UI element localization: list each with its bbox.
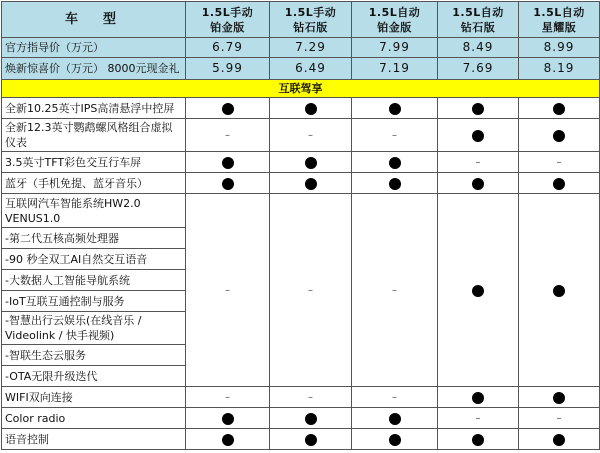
feature-cell — [438, 119, 519, 152]
feature-cell — [438, 429, 519, 450]
availability-mark — [472, 285, 484, 297]
availability-mark: – — [225, 392, 230, 403]
feature-row — [2, 408, 600, 429]
availability-mark — [305, 178, 317, 190]
availability-mark — [222, 434, 234, 446]
feature-cell — [519, 98, 600, 119]
feature-cell — [352, 152, 438, 173]
price-row-promo — [2, 58, 600, 80]
feature-cell — [519, 173, 600, 194]
version-header-5 — [519, 2, 600, 38]
availability-mark — [472, 434, 484, 446]
availability-mark — [553, 434, 565, 446]
feature-cell — [519, 194, 600, 387]
section-row — [2, 80, 600, 98]
feature-sub-label: -第二代五核高频处理器 — [2, 228, 186, 249]
price-value: 5.99 — [186, 58, 270, 80]
price-value: 8.99 — [519, 38, 600, 58]
feature-cell — [352, 408, 438, 429]
feature-cell — [270, 387, 352, 408]
feature-sub-label: -智慧出行云娱乐(在线音乐 / Videolink / 快手视频) — [2, 312, 186, 345]
availability-mark — [472, 392, 484, 404]
price-value: 6.79 — [186, 38, 270, 58]
feature-cell — [270, 173, 352, 194]
version-4-line2: 钻石版 — [460, 20, 496, 34]
availability-mark — [389, 157, 401, 169]
header-title: 车 型 — [2, 2, 186, 38]
feature-label: 全新10.25英寸IPS高清悬浮中控屏 — [2, 98, 186, 119]
feature-cell — [186, 429, 270, 450]
feature-cell — [270, 119, 352, 152]
feature-cell — [186, 119, 270, 152]
feature-label: Color radio — [2, 408, 186, 429]
price-value: 8.19 — [519, 58, 600, 80]
version-header-1 — [186, 2, 270, 38]
availability-mark — [389, 434, 401, 446]
feature-row — [2, 173, 600, 194]
feature-cell — [519, 119, 600, 152]
feature-cell — [438, 408, 519, 429]
availability-mark: – — [225, 285, 230, 296]
feature-cell — [270, 429, 352, 450]
availability-mark — [305, 157, 317, 169]
feature-row — [2, 119, 600, 152]
price-value: 7.29 — [270, 38, 352, 58]
price-row-official — [2, 38, 600, 58]
availability-mark — [389, 178, 401, 190]
availability-mark — [389, 413, 401, 425]
availability-mark: – — [225, 130, 230, 141]
availability-mark: – — [392, 130, 397, 141]
feature-cell — [438, 98, 519, 119]
feature-cell — [438, 173, 519, 194]
feature-sub-label: -IoT互联互通控制与服务 — [2, 291, 186, 312]
version-header-3 — [352, 2, 438, 38]
feature-sub-label: -大数据人工智能导航系统 — [2, 270, 186, 291]
availability-mark — [472, 178, 484, 190]
availability-mark — [305, 413, 317, 425]
feature-cell — [352, 98, 438, 119]
availability-mark: – — [475, 413, 481, 424]
feature-sub-label: -90 秒全双工AI自然交互语音 — [2, 249, 186, 270]
version-2-line1: 1.5L手动 — [284, 5, 337, 19]
availability-mark: – — [556, 157, 562, 168]
availability-mark — [472, 130, 484, 142]
feature-label: 3.5英寸TFT彩色交互行车屏 — [2, 152, 186, 173]
feature-cell — [438, 387, 519, 408]
price-label: 官方指导价（万元） — [2, 38, 186, 58]
feature-cell — [438, 152, 519, 173]
price-label: 焕新惊喜价（万元） 8000元现金礼 — [2, 58, 186, 80]
availability-mark: – — [392, 285, 397, 296]
feature-cell — [352, 387, 438, 408]
feature-row — [2, 98, 600, 119]
availability-mark — [222, 157, 234, 169]
version-4-line1: 1.5L自动 — [452, 5, 504, 19]
feature-cell — [352, 173, 438, 194]
feature-cell — [270, 152, 352, 173]
feature-cell — [186, 194, 270, 387]
availability-mark — [553, 130, 565, 142]
availability-mark: – — [392, 392, 397, 403]
feature-label: 全新12.3英寸鹦鹉螺风格组合虚拟仪表 — [2, 119, 186, 152]
feature-cell — [352, 429, 438, 450]
version-2-line2: 钻石版 — [293, 20, 328, 34]
feature-sub-label: -OTA无限升级迭代 — [2, 366, 186, 387]
version-3-line2: 铂金版 — [377, 20, 412, 34]
feature-cell — [352, 119, 438, 152]
spec-table — [1, 1, 600, 450]
availability-mark — [472, 103, 484, 115]
price-value: 7.99 — [352, 38, 438, 58]
feature-cell — [519, 152, 600, 173]
section-title: 互联驾享 — [2, 80, 600, 98]
version-3-line1: 1.5L自动 — [368, 5, 421, 19]
header-row — [2, 2, 600, 38]
availability-mark — [553, 178, 565, 190]
price-value: 6.49 — [270, 58, 352, 80]
price-value: 8.49 — [438, 38, 519, 58]
feature-sub-label: 互联网汽车智能系统HW2.0 VENUS1.0 — [2, 194, 186, 228]
price-value: 7.19 — [352, 58, 438, 80]
feature-cell — [186, 152, 270, 173]
feature-cell — [270, 98, 352, 119]
feature-cell — [186, 408, 270, 429]
version-5-line1: 1.5L自动 — [533, 5, 585, 19]
availability-mark: – — [475, 157, 481, 168]
version-5-line2: 星耀版 — [541, 20, 577, 34]
feature-row — [2, 194, 600, 228]
availability-mark — [222, 103, 234, 115]
availability-mark — [305, 103, 317, 115]
version-header-4 — [438, 2, 519, 38]
availability-mark — [389, 103, 401, 115]
availability-mark: – — [308, 392, 313, 403]
feature-row — [2, 429, 600, 450]
feature-cell — [438, 194, 519, 387]
feature-label: 蓝牙（手机免提、蓝牙音乐） — [2, 173, 186, 194]
price-value: 7.69 — [438, 58, 519, 80]
version-header-2 — [270, 2, 352, 38]
availability-mark — [222, 413, 234, 425]
feature-cell — [352, 194, 438, 387]
availability-mark: – — [308, 130, 313, 141]
version-1-line1: 1.5L手动 — [201, 5, 254, 19]
feature-cell — [186, 173, 270, 194]
feature-cell — [270, 194, 352, 387]
feature-cell — [519, 387, 600, 408]
feature-row — [2, 152, 600, 173]
availability-mark — [553, 103, 565, 115]
feature-label: WIFI双向连接 — [2, 387, 186, 408]
availability-mark — [553, 285, 565, 297]
version-1-line2: 铂金版 — [210, 20, 245, 34]
availability-mark: – — [308, 285, 313, 296]
availability-mark — [222, 178, 234, 190]
feature-cell — [186, 387, 270, 408]
feature-sub-label: -智联生态云服务 — [2, 345, 186, 366]
availability-mark — [305, 434, 317, 446]
availability-mark — [553, 392, 565, 404]
feature-row — [2, 387, 600, 408]
feature-cell — [270, 408, 352, 429]
feature-cell — [519, 429, 600, 450]
feature-label: 语音控制 — [2, 429, 186, 450]
availability-mark: – — [556, 413, 562, 424]
feature-cell — [186, 98, 270, 119]
feature-cell — [519, 408, 600, 429]
